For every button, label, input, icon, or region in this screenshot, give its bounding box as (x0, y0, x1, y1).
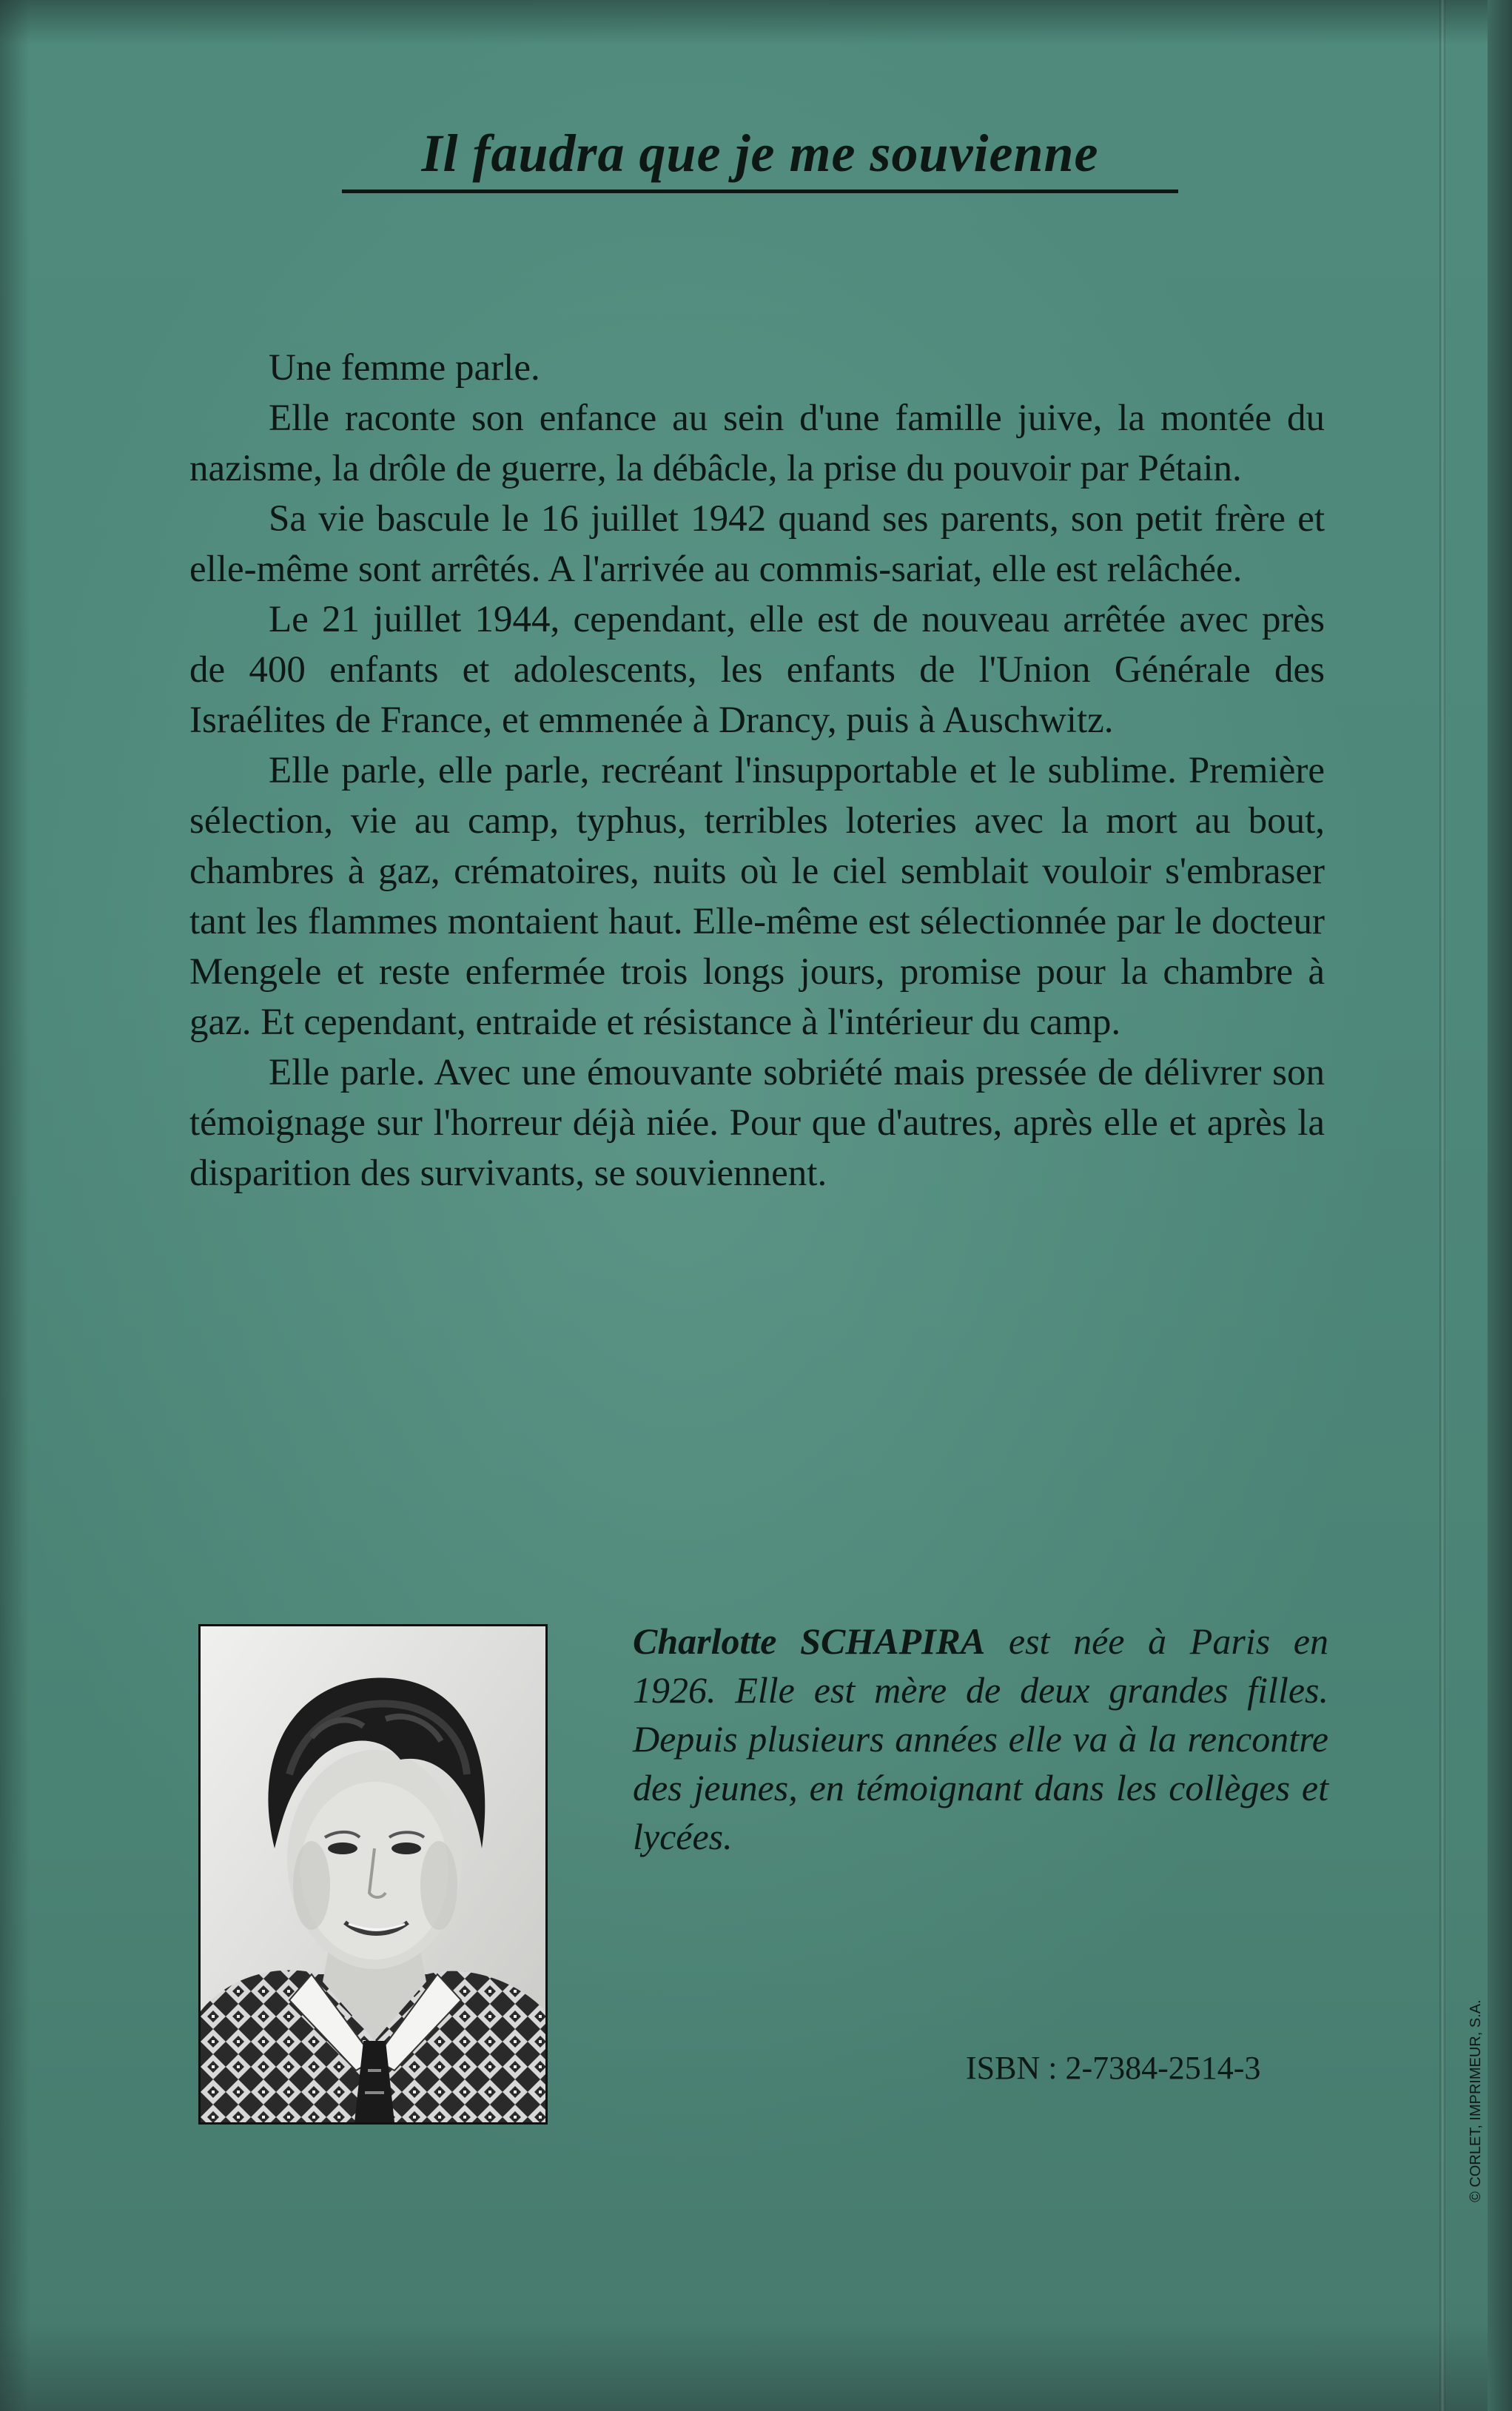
book-title: Il faudra que je me souvienne (421, 124, 1099, 183)
title-underline (342, 190, 1178, 193)
bottom-shadow (0, 2322, 1512, 2411)
author-bio-text: est née à Paris en 1926. Elle est mère de deux grandes filles. Depuis plusieurs années elle va à la rencontre des jeunes, en témoignant dans les collèges et lycées. (633, 1620, 1328, 1857)
top-shadow (0, 0, 1512, 44)
spine-fold (1439, 0, 1445, 2411)
blurb-paragraph: Elle parle. Avec une émouvante sobriété mais pressée de délivrer son témoignage sur l'horreur déjà niée. Pour que d'autres, après elle et après la disparition des survivants, se souviennent. (189, 1052, 1325, 1194)
author-bio (633, 1617, 1328, 1861)
author-photo (198, 1624, 548, 2125)
author-portrait-image (201, 1626, 545, 2122)
blurb-paragraph: Le 21 juillet 1944, cependant, elle est de nouveau arrêtée avec près de 400 enfants et adolescents, les enfants de l'Union Générale des Israélites de France, et emmenée à Drancy, puis à Auschwitz. (189, 599, 1325, 741)
printer-credit: © CORLET, IMPRIMEUR, S.A. (1468, 1999, 1484, 2202)
author-name: Charlotte SCHAPIRA (633, 1620, 986, 1662)
left-shadow (0, 0, 30, 2411)
blurb-paragraph: Une femme parle. (269, 347, 540, 389)
blurb-paragraph: Elle parle, elle parle, recréant l'insupportable et le sublime. Première sélection, vie au camp, typhus, terribles loteries avec la mort au bout, chambres à gaz, crématoires, nuits où le ciel semblait vouloir s'embraser tant les flammes montaient haut. Elle-même est sélectionnée par le docteur Mengele et reste enfermée trois longs jours, promise pour la chambre à gaz. Et cependant, entraide et résistance à l'intérieur du camp. (189, 750, 1325, 1043)
blurb (189, 343, 1325, 1198)
spine-edge (1488, 0, 1512, 2411)
blurb-paragraph: Elle raconte son enfance au sein d'une famille juive, la montée du nazisme, la drôle de guerre, la débâcle, la prise du pouvoir par Pétain. (189, 398, 1325, 489)
blurb-paragraph: Sa vie bascule le 16 juillet 1942 quand ses parents, son petit frère et elle-même sont arrêtés. A l'arrivée au commis-sariat, elle est relâchée. (189, 498, 1325, 590)
isbn: ISBN : 2-7384-2514-3 (966, 2050, 1261, 2086)
